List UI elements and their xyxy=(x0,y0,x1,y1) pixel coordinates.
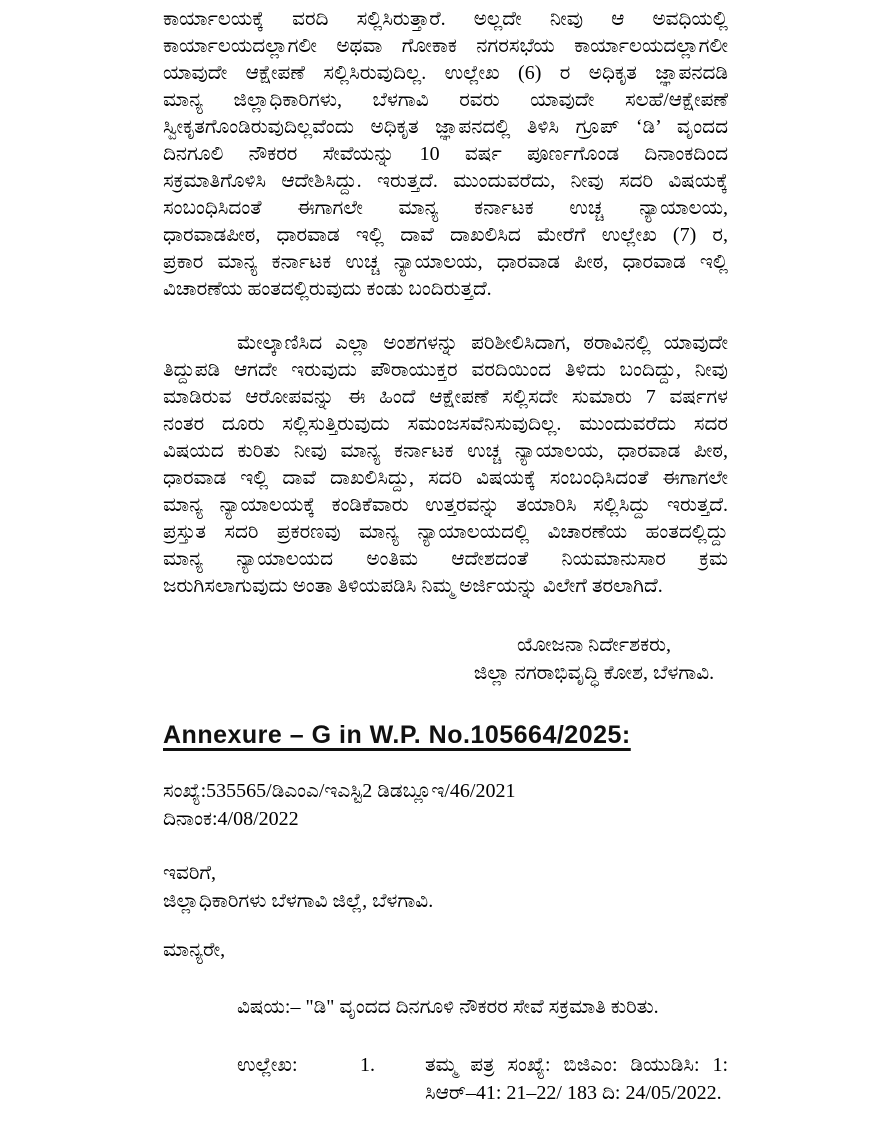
paragraph-line: ಮಾನ್ಯ ಜಿಲ್ಲಾಧಿಕಾರಿಗಳು, ಬೆಳಗಾವಿ ರವರು ಯಾವುದೇ ಸಲಹೆ/ಆಕ್ಷೇಪಣೆ xyxy=(163,89,728,111)
paragraph-line: ಸ್ವೀಕೃತಗೊಂಡಿರುವುದಿಲ್ಲವೆಂದು ಅಧಿಕೃತ ಜ್ಞಾಪನದಲ್ಲಿ ತಿಳಿಸಿ ಗ್ರೂಪ್ ‘ಡಿ’ ವೃಂದದ xyxy=(163,116,728,138)
date-line: ದಿನಾಂಕ:4/08/2022 xyxy=(163,808,299,830)
paragraph-line: ಮಾನ್ಯ ನ್ಯಾಯಾಲಯಕ್ಕೆ ಕಂಡಿಕೆವಾರು ಉತ್ತರವನ್ನು ತಯಾರಿಸಿ ಸಲ್ಲಿಸಿದ್ದು ಇರುತ್ತದೆ. xyxy=(163,494,728,516)
paragraph-line: ಮಾನ್ಯ ನ್ಯಾಯಾಲಯದ ಅಂತಿಮ ಆದೇಶದಂತೆ ನಿಯಮಾನುಸಾರ ಕ್ರಮ xyxy=(163,548,728,570)
ref-number-line: ಸಂಖ್ಯೆ:535565/ಡಿಎಂಎ/ಇಎಸ್ಟಿ2 ಡಿಡಬ್ಲೂಇ/46/2021 xyxy=(163,780,516,802)
paragraph-line: ವಿಷಯದ ಕುರಿತು ನೀವು ಮಾನ್ಯ ಕರ್ನಾಟಕ ಉಚ್ಚ ನ್ಯಾಯಾಲಯ, ಧಾರವಾಡ ಪೀಠ, xyxy=(163,440,728,462)
subject-line: ವಿಷಯ:– "ಡಿ" ವೃಂದದ ದಿನಗೂಳಿ ನೌಕರರ ಸೇವೆ ಸಕ್ರಮಾತಿ ಕುರಿತು. xyxy=(237,996,659,1018)
paragraph-line: ಪ್ರಕಾರ ಮಾನ್ಯ ಕರ್ನಾಟಕ ಉಚ್ಚ ನ್ಯಾಯಾಲಯ, ಧಾರವಾಡ ಪೀಠ, ಧಾರವಾಡ ಇಲ್ಲಿ xyxy=(163,251,728,273)
paragraph-line: ಸಂಬಂಧಿಸಿದಂತೆ ಈಗಾಗಲೇ ಮಾನ್ಯ ಕರ್ನಾಟಕ ಉಚ್ಚ ನ್ಯಾಯಾಲಯ, xyxy=(163,197,728,219)
paragraph-line: ಸಕ್ರಮಾತಿಗೊಳಿಸಿ ಆದೇಶಿಸಿದ್ದು. ಇರುತ್ತದೆ. ಮುಂದುವರೆದು, ನೀವು ಸದರಿ ವಿಷಯಕ್ಕೆ xyxy=(163,170,728,192)
body-paragraph-1 xyxy=(163,6,728,303)
reference-item-number: 1. xyxy=(360,1054,375,1076)
paragraph-line: ಧಾರವಾಡಪೀಠ, ಧಾರವಾಡ ಇಲ್ಲಿ ದಾವೆ ದಾಖಲಿಸಿದ ಮೇರೆಗೆ ಉಲ್ಲೇಖ (7) ರ, xyxy=(163,224,728,246)
paragraph-line: ಯಾವುದೇ ಆಕ್ಷೇಪಣೆ ಸಲ್ಲಿಸಿರುವುದಿಲ್ಲ. ಉಲ್ಲೇಖ (6) ರ ಅಧಿಕೃತ ಜ್ಞಾಪನದಡಿ xyxy=(163,62,728,84)
paragraph-line: ಮಾಡಿರುವ ಆರೋಪವನ್ನು ಈ ಹಿಂದೆ ಆಕ್ಷೇಪಣೆ ಸಲ್ಲಿಸದೇ ಸುಮಾರು 7 ವರ್ಷಗಳ xyxy=(163,386,728,408)
to-address: ಜಿಲ್ಲಾಧಿಕಾರಿಗಳು ಬೆಳಗಾವಿ ಜಿಲ್ಲೆ, ಬೆಳಗಾವಿ. xyxy=(163,890,434,912)
paragraph-line: ಪ್ರಸ್ತುತ ಸದರಿ ಪ್ರಕರಣವು ಮಾನ್ಯ ನ್ಯಾಯಾಲಯದಲ್ಲಿ ವಿಚಾರಣೆಯ ಹಂತದಲ್ಲಿದ್ದು xyxy=(163,521,728,543)
reference-line-1: ತಮ್ಮ ಪತ್ರ ಸಂಖ್ಯೆ: ಬಿಜಿಎಂ: ಡಿಯುಡಿಸಿ: 1: xyxy=(425,1054,728,1076)
to-label: ಇವರಿಗೆ, xyxy=(163,862,217,884)
paragraph-line: ಧಾರವಾಡ ಇಲ್ಲಿ ದಾವೆ ದಾಖಲಿಸಿದ್ದು, ಸದರಿ ವಿಷಯಕ್ಕೆ ಸಂಬಂಧಿಸಿದಂತೆ ಈಗಾಗಲೇ xyxy=(163,467,728,489)
paragraph-line: ತಿದ್ದುಪಡಿ ಆಗದೇ ಇರುವುದು ಪೌರಾಯುಕ್ತರ ವರದಿಯಿಂದ ತಿಳಿದು ಬಂದಿದ್ದು, ನೀವು xyxy=(163,359,728,381)
reference-section xyxy=(237,1051,728,1107)
signature-office: ಜಿಲ್ಲಾ ನಗರಾಭಿವೃದ್ಧಿ ಕೋಶ, ಬೆಳಗಾವಿ. xyxy=(473,662,715,684)
signature-block xyxy=(438,631,750,687)
reference-line-2: ಸಿಆರ್–41: 21–22/ 183 ದಿ: 24/05/2022. xyxy=(425,1082,722,1104)
paragraph-line: ಕಾರ್ಯಾಲಯಕ್ಕೆ ವರದಿ ಸಲ್ಲಿಸಿರುತ್ತಾರೆ. ಅಲ್ಲದೇ ನೀವು ಆ ಅವಧಿಯಲ್ಲಿ xyxy=(163,8,728,30)
paragraph-line: ಮೇಲ್ಕಾಣಿಸಿದ ಎಲ್ಲಾ ಅಂಶಗಳನ್ನು ಪರಿಶೀಲಿಸಿದಾಗ, ಠರಾವಿನಲ್ಲಿ ಯಾವುದೇ xyxy=(237,332,728,354)
addressee-block xyxy=(163,859,728,915)
paragraph-line: ದಿನಗೂಲಿ ನೌಕರರ ಸೇವೆಯನ್ನು 10 ವರ್ಷ ಪೂರ್ಣಗೊಂಡ ದಿನಾಂಕದಿಂದ xyxy=(163,143,728,165)
paragraph-line: ವಿಚಾರಣೆಯ ಹಂತದಲ್ಲಿರುವುದು ಕಂಡು ಬಂದಿರುತ್ತದೆ. xyxy=(163,278,492,300)
signature-title: ಯೋಜನಾ ನಿರ್ದೇಶಕರು, xyxy=(516,634,672,656)
annexure-heading: Annexure – G in W.P. No.105664/2025: xyxy=(163,721,631,749)
reference-label: ಉಲ್ಲೇಖ: xyxy=(237,1054,298,1076)
body-paragraph-2 xyxy=(163,330,728,600)
paragraph-line: ನಂತರ ದೂರು ಸಲ್ಲಿಸುತ್ತಿರುವುದು ಸಮಂಜಸವೆನಿಸುವುದಿಲ್ಲ. ಮುಂದುವರೆದು ಸದರ xyxy=(163,413,728,435)
paragraph-line: ಕಾರ್ಯಾಲಯದಲ್ಲಾಗಲೀ ಅಥವಾ ಗೋಕಾಕ ನಗರಸಭೆಯ ಕಾರ್ಯಾಲಯದಲ್ಲಾಗಲೀ xyxy=(163,35,728,57)
reference-text xyxy=(425,1051,728,1107)
salutation: ಮಾನ್ಯರೇ, xyxy=(163,939,226,961)
paragraph-line: ಜರುಗಿಸಲಾಗುವುದು ಅಂತಾ ತಿಳಿಯಪಡಿಸಿ ನಿಮ್ಮ ಅರ್ಜಿಯನ್ನು ವಿಲೇಗೆ ತರಲಾಗಿದೆ. xyxy=(163,575,663,597)
